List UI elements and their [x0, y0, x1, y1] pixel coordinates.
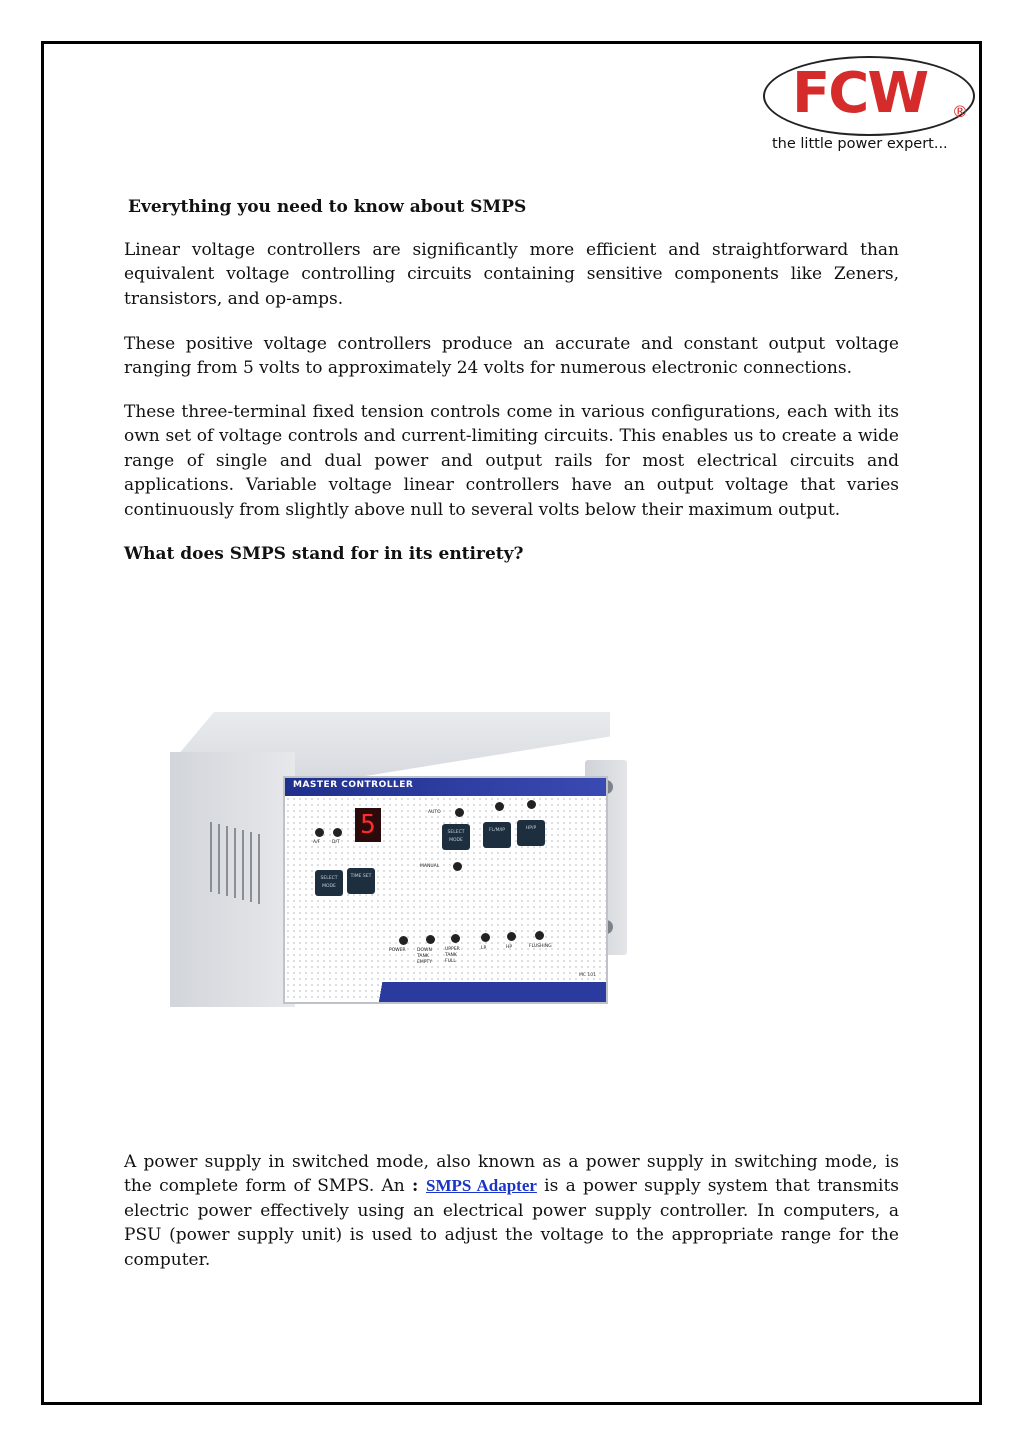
panel-title: MASTER CONTROLLER: [293, 780, 414, 790]
model-number: MC 101: [578, 973, 596, 978]
label-auto: AUTO: [428, 810, 441, 815]
led-dt: [333, 828, 342, 837]
led-power: [399, 936, 408, 945]
paragraph-4-text-before: A power supply in switched mode, also known as a power supply in switching mode, is the complete form of SMPS. An: [124, 1152, 899, 1197]
ft-ip-button: FL/M/IP: [483, 822, 511, 848]
label-hp2: HP: [506, 945, 513, 950]
label-lp: LP: [481, 946, 487, 951]
paragraph-3: These three-terminal fixed tension controls come in various configurations, each with its own set of voltage controls and current-limiting circuits. This enables us to create a wide range of single and dual power and output rails for most electrical circuits and applications. Variable voltage linear controllers have an output voltage that varies continuously from slightly above null to several volts below their maximum output.: [124, 402, 899, 520]
label-down-tank: DOWN TANK EMPTY: [417, 948, 432, 965]
label-manual: MANUAL: [420, 864, 440, 869]
paragraph-2: These positive voltage controllers produce an accurate and constant output voltage ranging from 5 volts to approximately 24 volts for numerous electronic connections.: [124, 334, 899, 379]
smps-adapter-link[interactable]: SMPS Adapter: [426, 1176, 537, 1196]
led-flushing: [535, 931, 544, 940]
paragraph-4: [124, 1150, 899, 1272]
select-mode-button: SELECT MODE: [315, 870, 343, 896]
led-hp2: [507, 932, 516, 941]
paragraph-4-colon: :: [411, 1176, 426, 1197]
logo-registered-mark: ®: [952, 102, 968, 121]
hp-button: HP/P: [517, 820, 545, 846]
panel-footer-band: [285, 982, 606, 1002]
logo-brand: FCW: [792, 61, 928, 126]
led-af: [315, 828, 324, 837]
led-manual: [453, 862, 462, 871]
paragraph-4-text-after: is a power supply system that transmits electric power effectively using an electrical power supply controller. In computers, a PSU (power supply unit) is used to adjust the voltage to the appropriate range for the computer.: [124, 1176, 899, 1270]
front-panel: [283, 776, 608, 1004]
led-ft: [495, 802, 504, 811]
article-title: Everything you need to know about SMPS: [128, 197, 527, 217]
paragraph-1: Linear voltage controllers are significantly more efficient and straightforward than equivalent voltage controlling circuits containing sensitive components like Zeners, transistors, and op-amps.: [124, 240, 899, 309]
logo-tagline: the little power expert...: [772, 136, 948, 152]
master-controller-image: [160, 712, 630, 1022]
led-auto: [455, 808, 464, 817]
label-dt: D/T: [332, 840, 340, 845]
time-set-button: TIME SET: [347, 868, 375, 894]
label-upper-tank: UPPER TANK FULL: [445, 947, 460, 964]
label-af: A/F: [313, 840, 321, 845]
enclosure-side: [170, 752, 295, 1007]
led-down-tank: [426, 935, 435, 944]
led-upper-tank: [451, 934, 460, 943]
led-hp: [527, 800, 536, 809]
led-lp: [481, 933, 490, 942]
fcw-logo: [762, 56, 978, 156]
subheading: What does SMPS stand for in its entirety?: [124, 544, 524, 564]
select-mode-button-2: SELECT MODE: [442, 824, 470, 850]
label-flushing: FLUSHING: [529, 944, 552, 949]
panel-title-band: [285, 778, 606, 796]
seven-segment-display: 5: [355, 808, 381, 842]
label-power: POWER: [389, 948, 406, 953]
